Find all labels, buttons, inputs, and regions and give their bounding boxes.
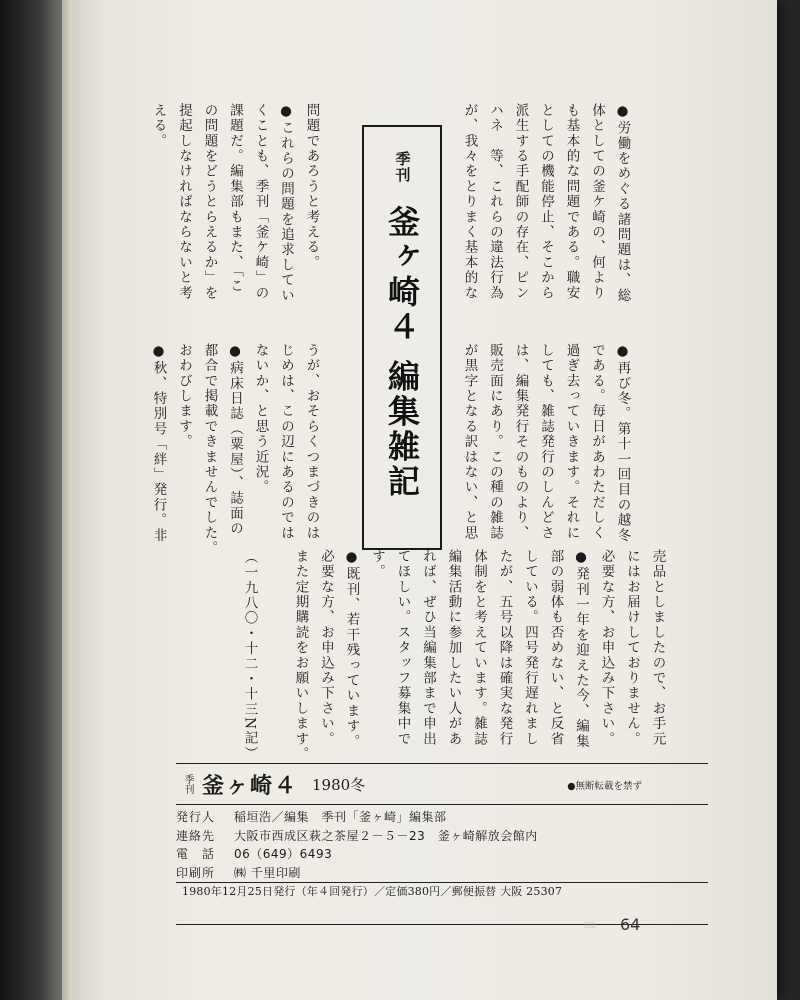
colophon-header — [176, 763, 708, 805]
text-block-notes — [145, 343, 324, 556]
text-line: 売品としましたので、お手元 — [649, 549, 666, 747]
colophon-row — [176, 808, 708, 827]
colophon-magazine-name: 釜ヶ崎４ — [202, 773, 299, 799]
text-line: ●既刊、若干残っています。 — [343, 549, 360, 750]
colophon-label: 印刷所 — [176, 865, 216, 880]
text-line: じめは、この辺にあるのでは — [278, 343, 294, 541]
text-line: 都合で掲載できませんでした。 — [201, 343, 218, 556]
text-line: ●発刊一年を迎えた今、編集 — [573, 549, 589, 750]
text-line: ないか、と思う近況。 — [252, 343, 269, 495]
text-line: おわびします。 — [176, 343, 192, 450]
faint-stamp: ▯▯▯ — [584, 921, 596, 929]
colophon-row — [176, 845, 708, 864]
text-line: ●再び冬。第十一回目の越冬 — [614, 343, 631, 544]
text-line: 編集活動に参加したい人があ — [445, 549, 462, 747]
text-line: が黒字となる訳はない、と思 — [461, 343, 478, 541]
page-number: 64 — [620, 915, 641, 934]
colophon-value: 大阪市西成区萩之茶屋２－５－23 釜ヶ崎解放会館内 — [234, 828, 538, 843]
text-line: 必要な方、お申込み下さい。 — [318, 549, 334, 747]
text-line: としての機能停止、そこから — [538, 103, 554, 301]
page-edge — [62, 0, 72, 1000]
title-kikan-label: 季刊 — [393, 151, 412, 183]
colophon-kikan: 季刊 — [182, 774, 193, 794]
colophon-notice: ●無断転載を禁ず — [567, 781, 642, 792]
text-line: 体制をと考えています。雑誌 — [471, 549, 487, 747]
text-line: 販売面にあり。この種の雑誌 — [487, 343, 503, 541]
text-line: える。 — [150, 103, 167, 149]
date-signature — [236, 550, 262, 761]
text-block-labor-issues — [456, 103, 635, 303]
text-line: ●これらの問題を追求してい — [278, 103, 294, 304]
text-line: 体としての釜ケ崎の、何より — [589, 103, 605, 301]
text-line: たが、五号以降は確実な発行 — [496, 549, 513, 747]
text-line: 問題であろうと考える。 — [303, 103, 320, 271]
text-line: 必要な方、お申込み下さい。 — [598, 549, 615, 747]
colophon-rows — [176, 805, 708, 883]
text-line: 過ぎ去っていきます。それに — [563, 343, 580, 541]
colophon-label: 連絡先 — [176, 828, 216, 843]
text-line: てほしい。スタッフ募集中で — [394, 549, 411, 747]
text-line: れば、ぜひ当編集部まで申出 — [420, 549, 436, 747]
text-line: 派生する手配師の存在、ピン — [512, 103, 529, 301]
article-title: 釜ヶ崎４ 編集雑記 — [383, 205, 421, 500]
colophon-row — [176, 864, 708, 883]
colophon-footer: 1980年12月25日発行（年４回発行）／定価380円／郵便振替 大阪 25307 — [182, 885, 563, 898]
text-line: が、我々をとりまく基本的な — [461, 103, 478, 301]
text-block-problems — [145, 103, 324, 303]
date-signature-text: （一九八〇・十二・十三N記） — [241, 550, 258, 762]
text-line: しても、雑誌発行のしんどさ — [538, 343, 554, 541]
text-line: にはお届けしておりません。 — [624, 549, 640, 747]
text-line: も基本的な問題である。職安 — [563, 103, 580, 301]
text-line: くことも、季刊「釜ケ崎」の — [252, 103, 269, 301]
text-line: ●病床日誌（粟屋）、誌面の — [227, 343, 243, 537]
colophon-value: 稲垣浩／編集 季刊「釜ヶ崎」編集部 — [234, 810, 447, 824]
text-line: の問題をどうとらえるか」を — [201, 103, 218, 301]
text-line: 提起しなければならないと考 — [176, 103, 192, 301]
colophon-value: ㈱ 千里印刷 — [234, 865, 301, 880]
article-title-box — [362, 125, 442, 550]
text-line: ●労働をめぐる諸問題は、総 — [614, 103, 631, 304]
text-line: ハネ 等、これらの違法行為 — [487, 103, 503, 301]
text-block-winter — [456, 343, 635, 543]
text-line: は、編集発行そのものより、 — [512, 343, 529, 541]
text-line: 課題だ。編集部もまた、「こ — [227, 103, 243, 294]
text-line: うが、おそらくつまづきのは — [303, 343, 320, 541]
colophon-label: 発行人 — [176, 810, 216, 824]
text-block-sales-staff — [287, 549, 670, 762]
text-line: 部の弱体も否めない、と反省 — [547, 549, 564, 747]
text-line: す。 — [369, 549, 385, 580]
colophon-label: 電 話 — [176, 847, 216, 861]
text-line: また定期購読をお願いします。 — [292, 549, 309, 762]
text-line: している。四号発行遅れまし — [522, 549, 538, 747]
colophon-value: 06（649）6493 — [234, 847, 333, 861]
text-line: である。毎日があわただしく — [589, 343, 605, 541]
colophon-row — [176, 827, 708, 846]
colophon-season: 1980冬 — [312, 775, 366, 794]
text-line: ●秋、特別号「絆」発行。非 — [150, 343, 167, 544]
colophon — [176, 763, 708, 901]
